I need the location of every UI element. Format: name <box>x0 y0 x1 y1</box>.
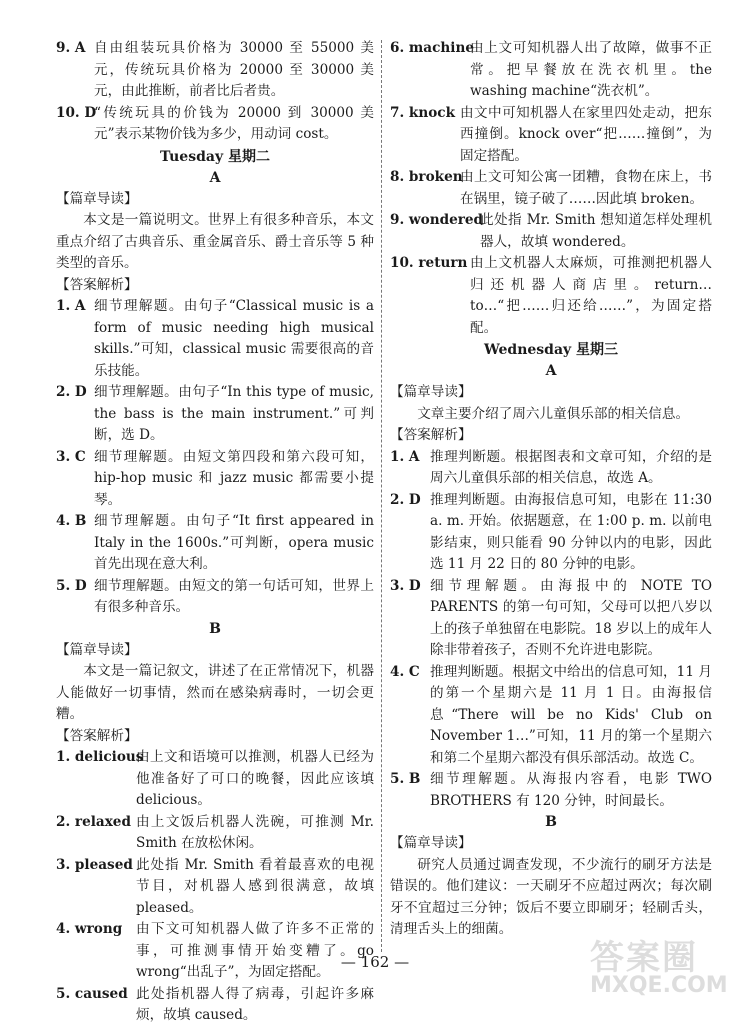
answer-text: 由上文和语境可以推测，机器人已经为他准备好了可口的晚餐，因此应该填 delicious。 <box>136 749 374 808</box>
section-letter: B <box>545 814 557 830</box>
intro-heading: 【篇章导读】 <box>56 190 138 207</box>
answer-text: 推理判断题。根据文中给出的信息可知，11 月的第一个星期六是 11 月 1 日。由海报信息“There will be no Kids' Club on November 1…”可知，11 月的第一个星期六和第二个星期六都没有俱乐部活动。故选 C。 <box>430 663 712 766</box>
answer-number: 5. B <box>390 771 421 787</box>
answer-item <box>56 296 374 382</box>
answer-text: 由上文可知机器人出了故障，做事不正常。把早餐放在洗衣机里。the washing machine“洗衣机”。 <box>470 40 712 99</box>
answer-number: 5. D <box>56 577 87 594</box>
day-heading: Tuesday 星期二 <box>160 148 270 165</box>
answer-number: 6. machine <box>390 40 474 56</box>
answer-item <box>390 253 712 339</box>
item-list <box>56 747 374 1027</box>
answer-item <box>390 576 712 662</box>
answer-text: “传统玩具的价钱为 20000 到 30000 美元”表示某物价钱为多少，用动词 cost。 <box>94 104 374 142</box>
answer-text: 由上文饭后机器人洗碗，可推测 Mr. Smith 在放松休闲。 <box>136 813 374 851</box>
intro-paragraph: 本文是一篇记叙文，讲述了在正常情况下，机器人能做好一切事情，然而在感染病毒时，一切会更糟。 <box>56 663 374 722</box>
answer-number: 2. D <box>390 491 421 508</box>
answer-text: 此处指机器人得了病毒，引起许多麻烦，故填 caused。 <box>136 985 374 1023</box>
answer-number: 7. knock <box>390 104 455 121</box>
item-list <box>56 38 374 146</box>
answer-text: 细节理解题。由短文的第一句话可知，世界上有很多种音乐。 <box>94 577 374 615</box>
answer-item <box>390 103 712 168</box>
item-list <box>390 38 712 339</box>
section-letter: A <box>209 169 221 186</box>
watermark-logo <box>590 930 740 1000</box>
day-heading: Wednesday 星期三 <box>483 342 619 358</box>
answer-item <box>56 382 374 447</box>
answer-number: 1. A <box>390 448 420 465</box>
answer-item <box>390 490 712 576</box>
answer-item <box>390 38 712 103</box>
left-column <box>56 38 374 1027</box>
answer-number: 9. wondered <box>390 212 484 228</box>
answer-number: 10. D <box>56 104 97 121</box>
answer-item <box>56 812 374 855</box>
intro-heading: 【篇章导读】 <box>56 641 138 658</box>
answers-heading: 【答案解析】 <box>390 427 472 443</box>
answer-number: 8. broken <box>390 169 463 185</box>
answer-number: 3. C <box>56 448 86 465</box>
answer-item <box>56 447 374 512</box>
answer-item <box>56 747 374 812</box>
item-list <box>390 447 712 813</box>
answer-text: 由上文机器人太麻烦，可推测把机器人归还机器人商店里。return…to…“把……归还给……”，为固定搭配。 <box>470 255 712 336</box>
answer-text: 推理判断题。由海报信息可知，电影在 11:30 a. m. 开始。依据题意，在 1:00 p. m. 以前电影结束，则只能看 90 分钟以内的电影，因此选 11 月 22 日的 80 分钟的电影。 <box>430 491 712 572</box>
answer-item <box>390 447 712 490</box>
answer-number: 1. delicious <box>56 749 144 765</box>
intro-paragraph: 本文是一篇说明文。世界上有很多种音乐，本文重点介绍了古典音乐、重金属音乐、爵士音乐等 5 种类型的音乐。 <box>56 212 374 271</box>
answers-heading: 【答案解析】 <box>56 727 138 744</box>
answer-text: 细节理解题。由句子“In this type of music, the bass is the main instrument.”可判断，选 D。 <box>94 384 374 443</box>
answer-number: 4. wrong <box>56 921 123 937</box>
answer-text: 细节理解题。由短文第四段和第六段可知，hip-hop music 和 jazz music 都需要小提琴。 <box>94 448 374 508</box>
answer-text: 此处指 Mr. Smith 想知道怎样处理机器人，故填 wondered。 <box>480 212 712 250</box>
watermark-url: MXQE.COM <box>590 973 728 998</box>
answer-text: 细节理解题。由句子“Classical music is a form of music needing high musical skills.”可知，classical music 需要很高的音乐技能。 <box>94 298 374 379</box>
item-list <box>56 296 374 619</box>
answer-number: 9. A <box>56 40 86 56</box>
watermark-text: 答案圈 <box>590 938 698 978</box>
answer-text: 由文中可知机器人在家里四处走动，把东西撞倒。knock over“把……撞倒”，为固定搭配。 <box>460 104 712 164</box>
answer-text: 此处指 Mr. Smith 看着最喜欢的电视节目，对机器人感到很满意，故填 pleased。 <box>136 856 374 916</box>
answer-number: 3. pleased <box>56 856 133 873</box>
answer-number: 3. D <box>390 577 421 594</box>
answer-text: 自由组装玩具价格为 30000 至 55000 美元，传统玩具价格为 20000 至 30000 美元，由此推断，前者比后者贵。 <box>94 40 374 99</box>
answer-item <box>390 769 712 812</box>
answer-item <box>56 984 374 1027</box>
answer-item <box>56 919 374 984</box>
right-column <box>390 38 712 941</box>
answer-number: 1. A <box>56 298 86 314</box>
answer-number: 5. caused <box>56 985 128 1002</box>
answer-item <box>56 511 374 576</box>
answer-item <box>390 662 712 770</box>
answer-number: 2. relaxed <box>56 813 131 830</box>
answer-number: 4. C <box>390 663 420 680</box>
answer-item <box>56 576 374 619</box>
answer-text: 推理判断题。根据图表和文章可知，介绍的是周六儿童俱乐部的相关信息，故选 A。 <box>430 448 712 486</box>
answer-number: 2. D <box>56 384 87 400</box>
answers-heading: 【答案解析】 <box>56 276 138 293</box>
answer-text: 细节理解题。从海报内容看，电影 TWO BROTHERS 有 120 分钟，时间最长。 <box>430 771 712 809</box>
answer-text: 细节理解题。由海报中的 NOTE TO PARENTS 的第一句可知，父母可以把八岁以上的孩子单独留在电影院。18 岁以上的成年人除非带着孩子，否则不允许进电影院。 <box>430 577 712 658</box>
answer-number: 10. return <box>390 255 468 271</box>
answer-item <box>56 38 374 103</box>
page-number: — 162 — <box>340 953 410 971</box>
answer-text: 细节理解题。由句子“It first appeared in Italy in the 1600s.”可判断，opera music 首先出现在意大利。 <box>94 513 374 572</box>
answer-item <box>56 855 374 920</box>
intro-heading: 【篇章导读】 <box>390 384 472 400</box>
answer-item <box>390 210 712 253</box>
section-letter: A <box>545 363 557 379</box>
answer-text: 由下文可知机器人做了许多不正常的事，可推测事情开始变糟了。go wrong“出乱子”，为固定搭配。 <box>136 921 374 980</box>
intro-heading: 【篇章导读】 <box>390 835 472 851</box>
intro-paragraph: 研究人员通过调查发现，不少流行的刷牙方法是错误的。他们建议：一天刷牙不应超过两次；每次刷牙不宜超过三分钟；饭后不要立即刷牙；轻刷舌头，清理舌头上的细菌。 <box>390 856 712 937</box>
section-letter: B <box>209 620 221 637</box>
answer-item <box>56 103 374 146</box>
answer-number: 4. B <box>56 513 87 529</box>
answer-item <box>390 167 712 210</box>
answer-text: 由上文可知公寓一团糟，食物在床上，书在锅里，镜子破了……因此填 broken。 <box>460 169 712 207</box>
column-divider <box>381 40 382 952</box>
intro-paragraph: 文章主要介绍了周六儿童俱乐部的相关信息。 <box>417 405 690 422</box>
